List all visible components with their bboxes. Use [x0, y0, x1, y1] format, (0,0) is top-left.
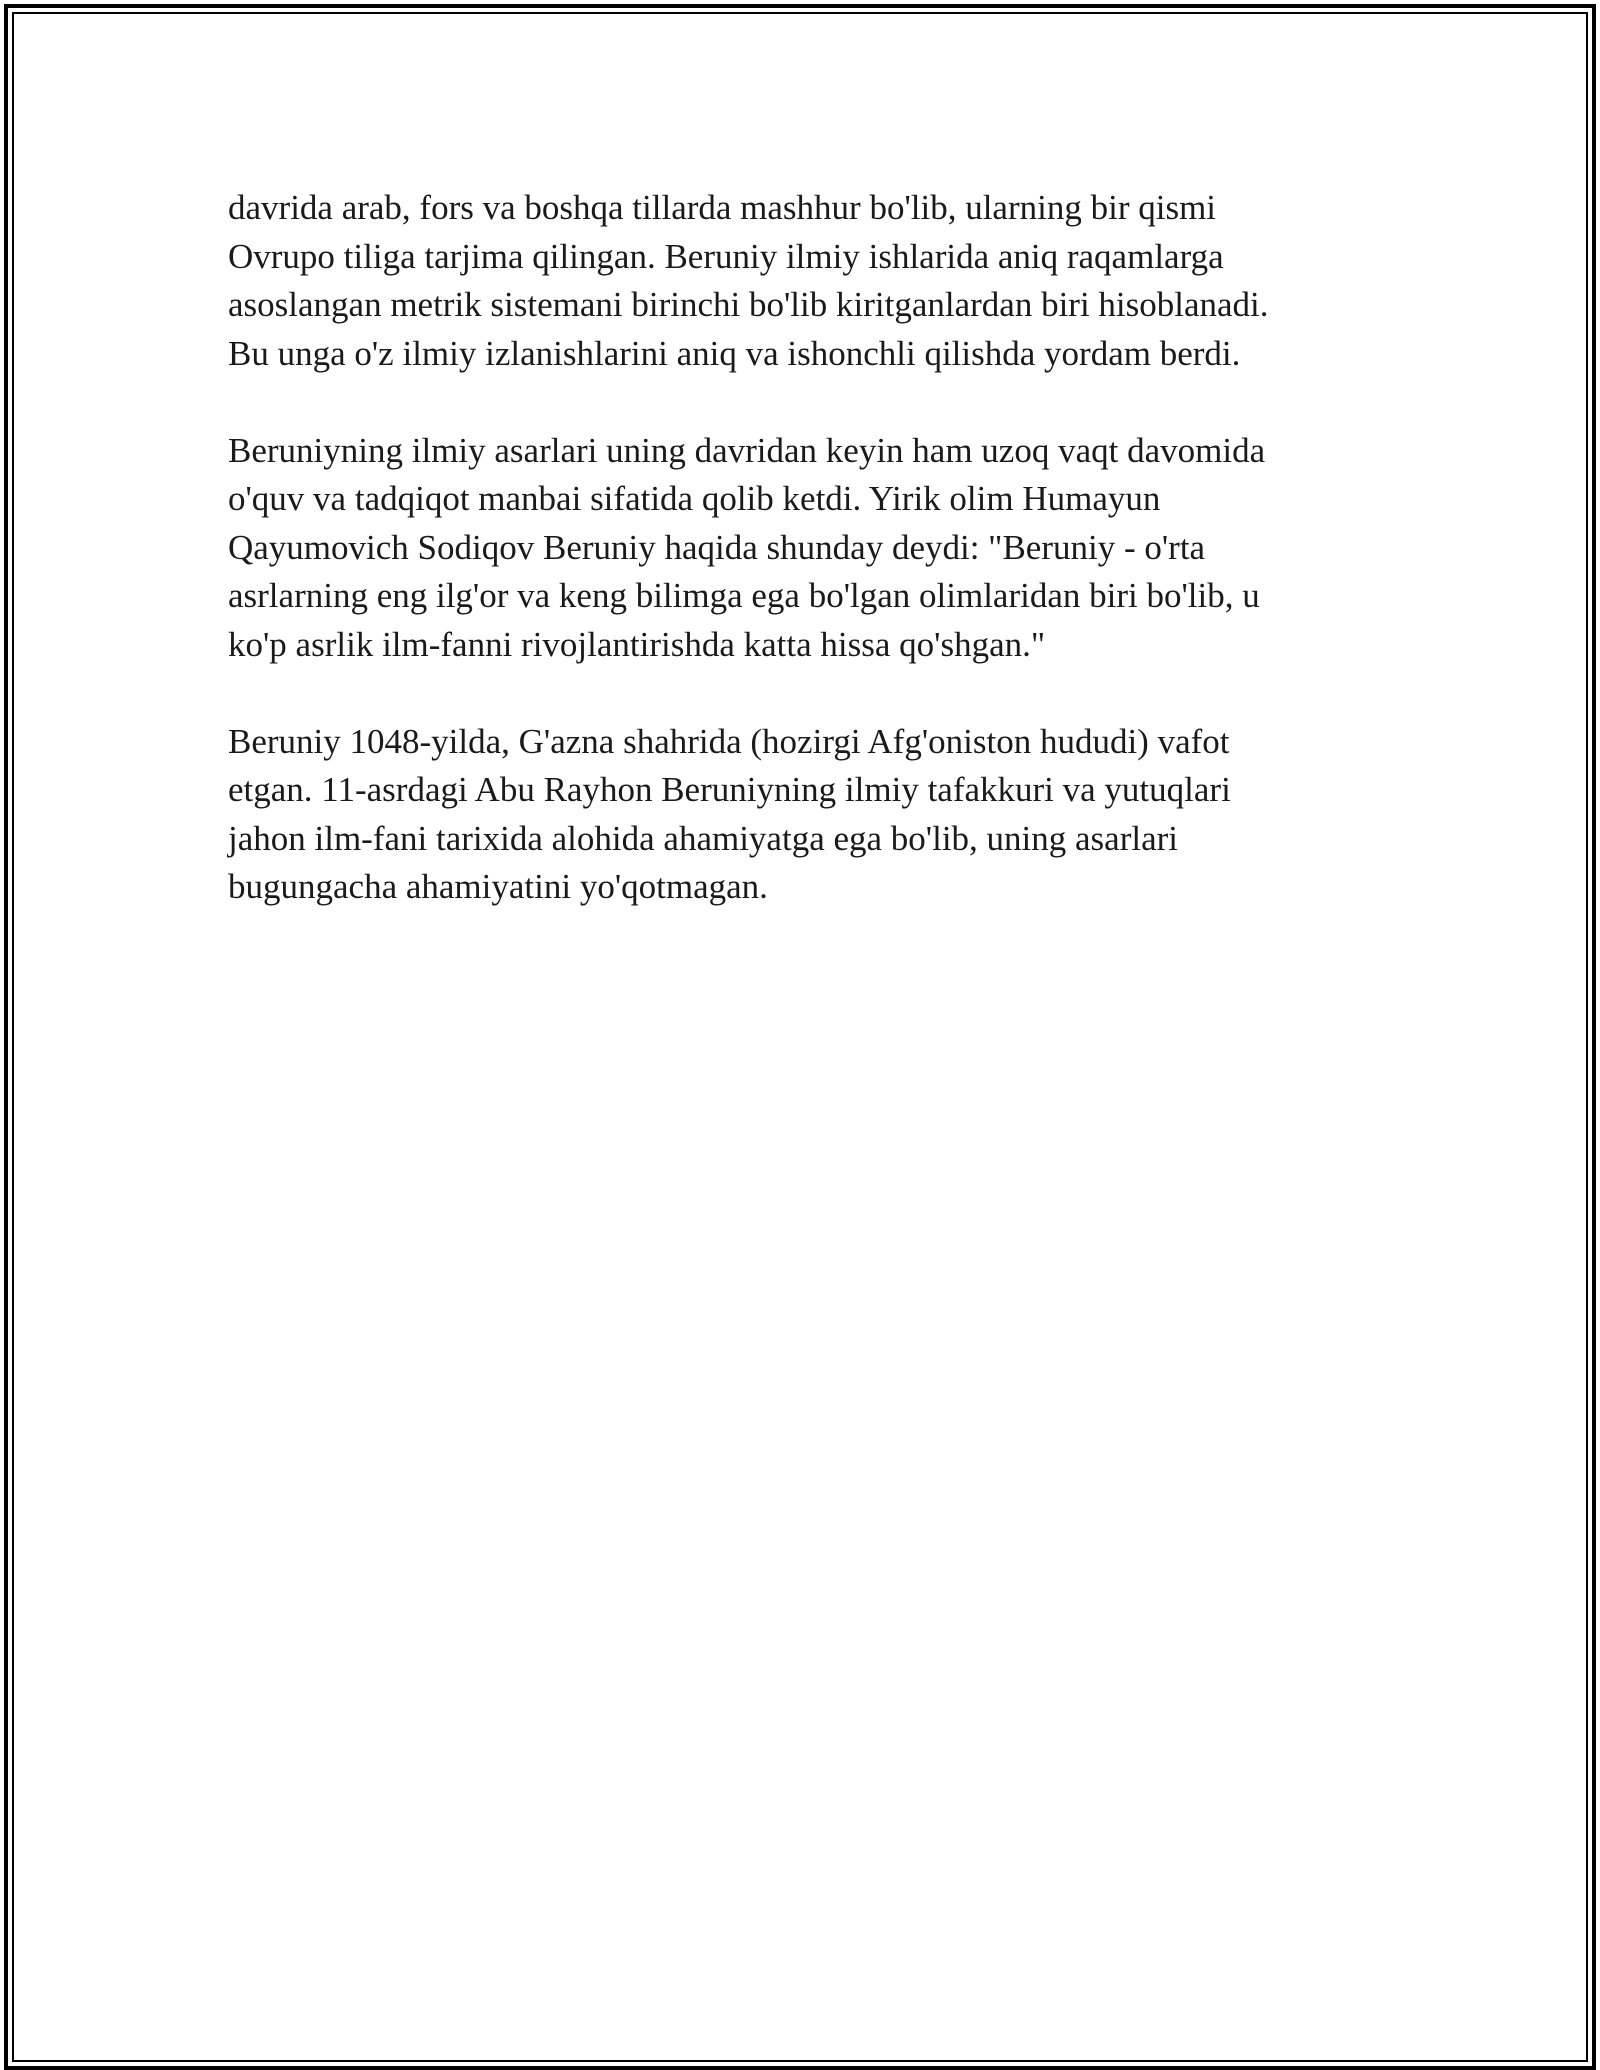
- document-body: [228, 184, 1388, 960]
- paragraph-1: davrida arab, fors va boshqa tillarda mashhur bo'lib, ularning bir qismi Ovrupo tiliga tarjima qilingan. Beruniy ilmiy ishlarida aniq raqamlarga asoslangan metrik sistemani birinchi bo'lib kiritganlardan biri hisoblanadi. Bu unga o'z ilmiy izlanishlarini aniq va ishonchli qilishda yordam berdi.: [228, 188, 1269, 373]
- paragraph-2: Beruniyning ilmiy asarlari uning davridan keyin ham uzoq vaqt davomida o'quv va tadqiqot manbai sifatida qolib ketdi. Yirik olim Humayun Qayumovich Sodiqov Beruniy haqida shunday deydi: "Beruniy - o'rta asrlarning eng ilg'or va keng bilimga ega bo'lgan olimlaridan biri bo'lib, u ko'p asrlik ilm-fanni rivojlantirishda katta hissa qo'shgan.": [228, 430, 1266, 664]
- paragraph-3: Beruniy 1048-yilda, G'azna shahrida (hozirgi Afg'oniston hududi) vafot etgan. 11-asrdagi Abu Rayhon Beruniyning ilmiy tafakkuri va yutuqlari jahon ilm-fani tarixida alohida ahamiyatga ega bo'lib, uning asarlari bugungacha ahamiyatini yo'qotmagan.: [228, 721, 1231, 906]
